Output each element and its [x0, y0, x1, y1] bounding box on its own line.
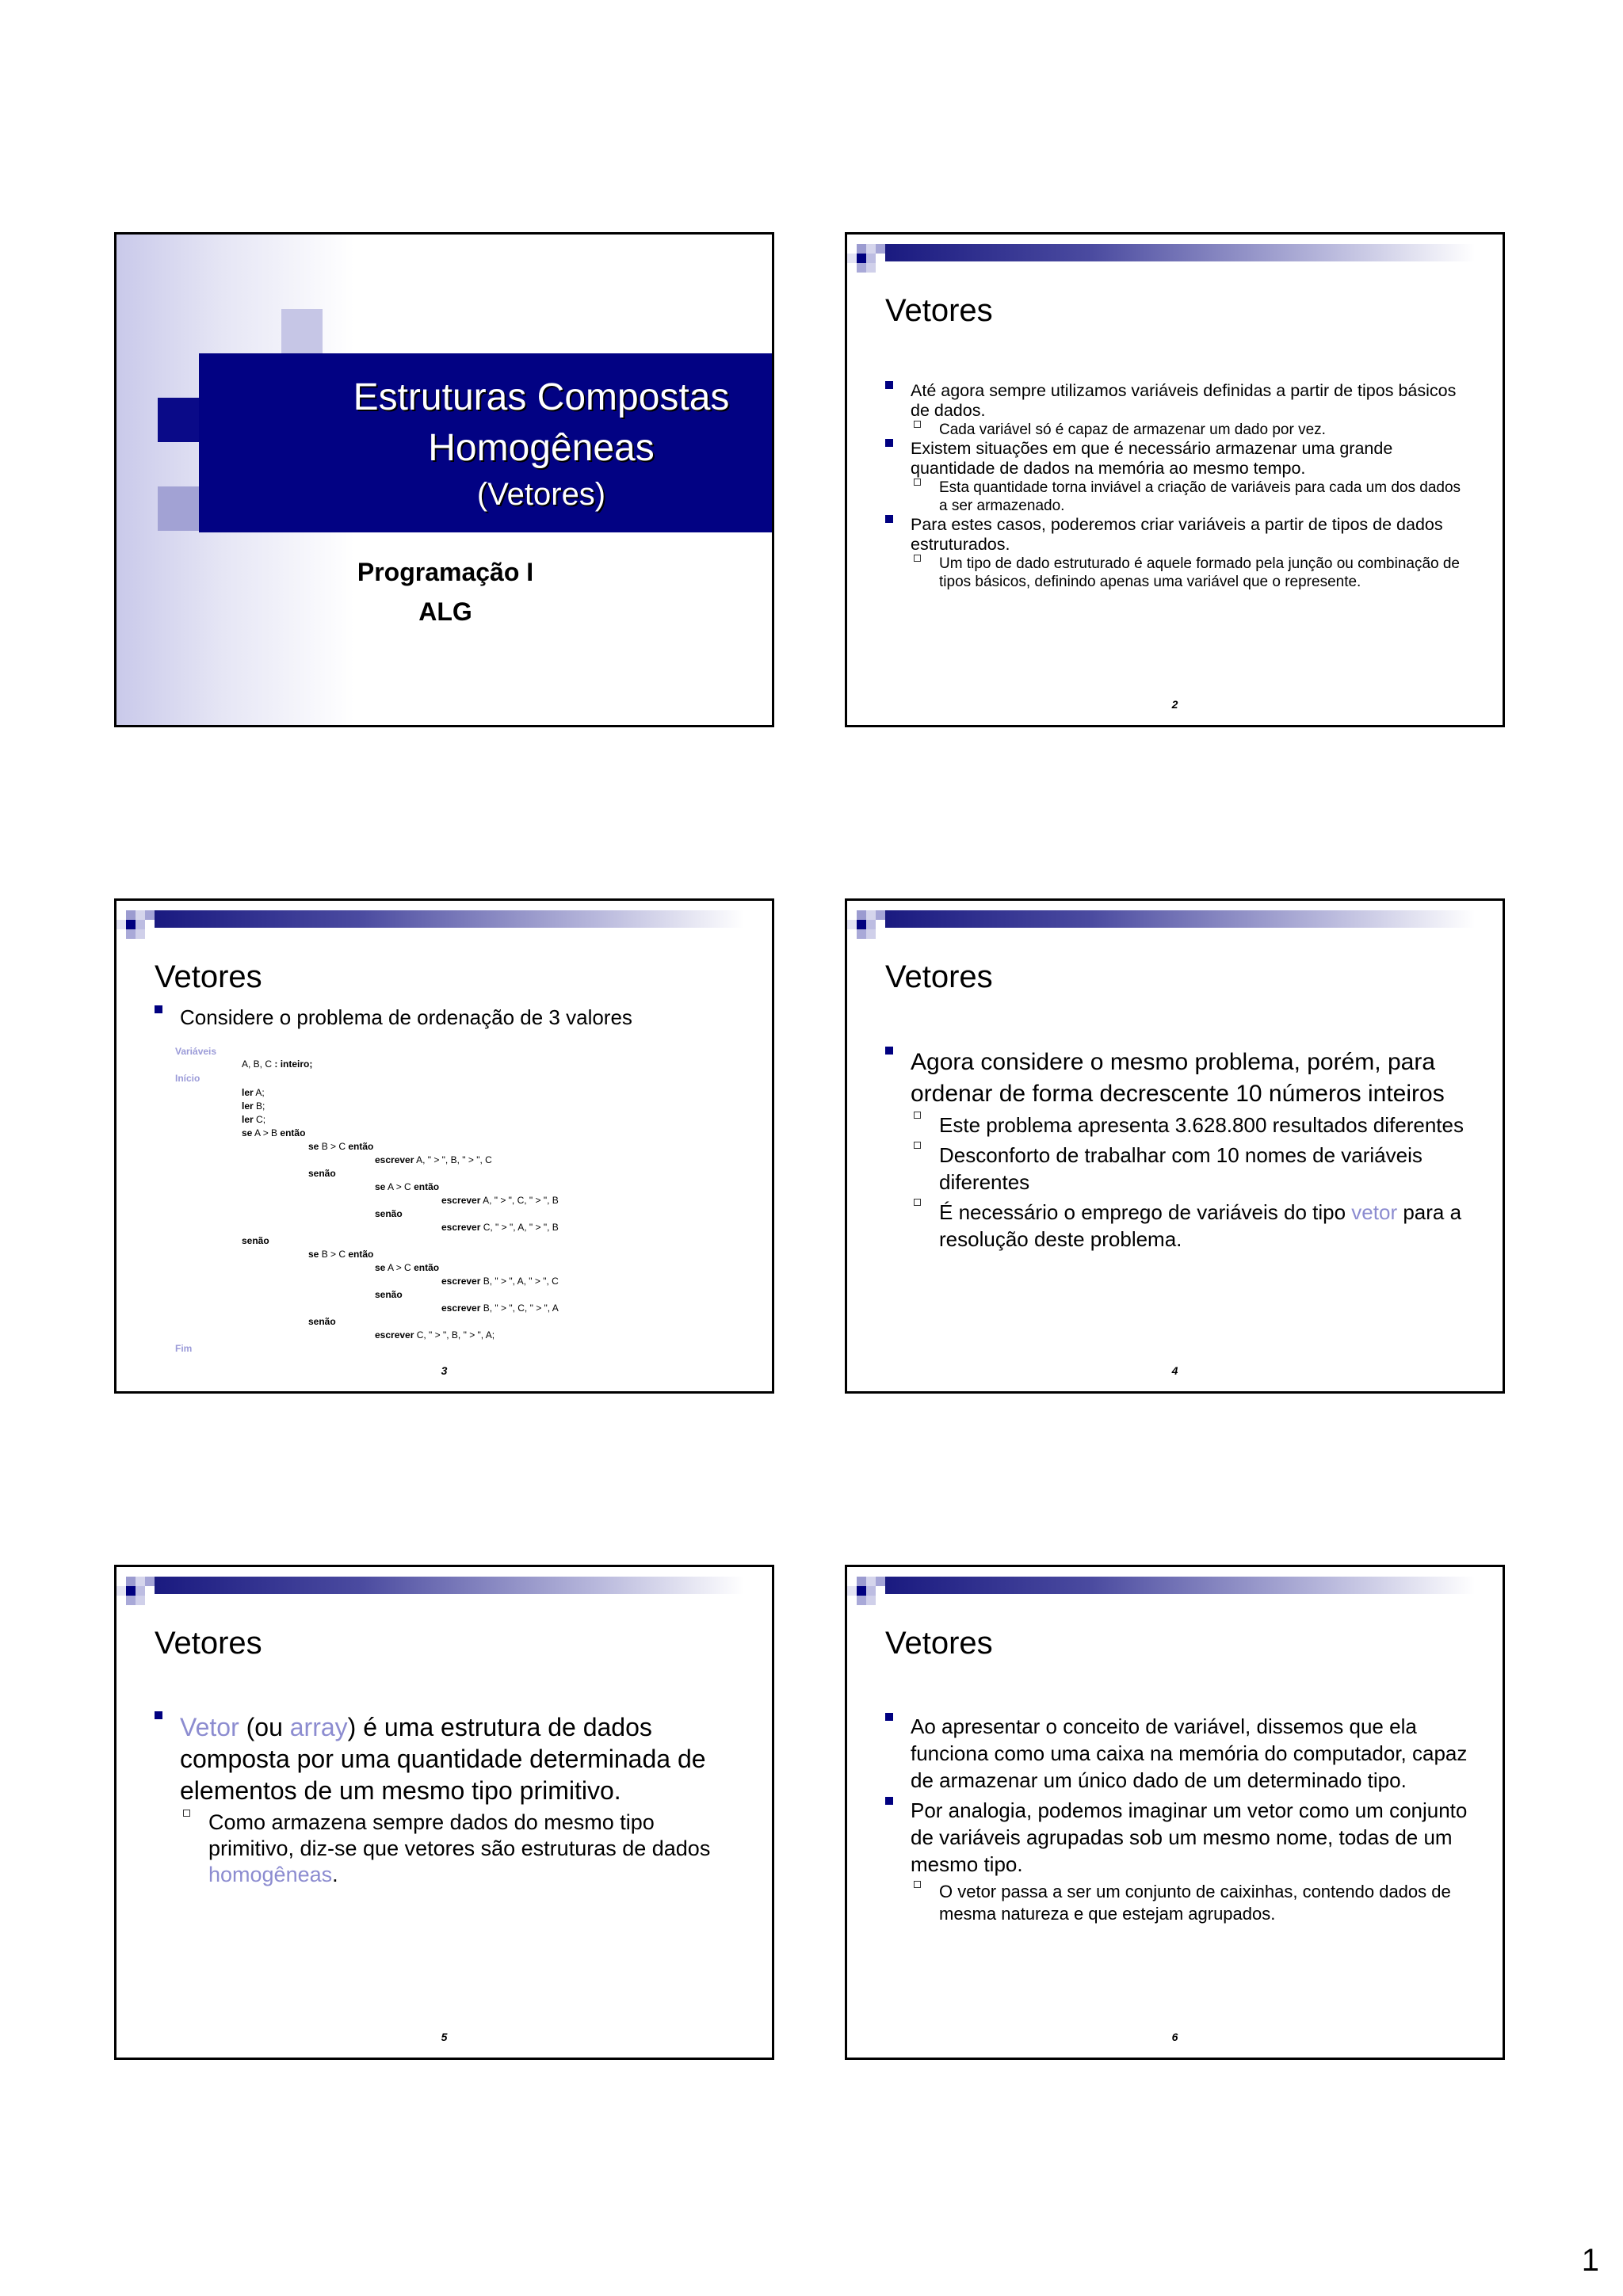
handout-page-number: 1 — [1581, 2243, 1599, 2278]
slide-1 — [114, 232, 774, 727]
subtitle-course: Programação I — [357, 558, 534, 586]
sub-bullet-item — [914, 1881, 1472, 1925]
bullet-text: Até agora sempre utilizamos variáveis definidas a partir de tipos básicos de dados. — [911, 381, 1457, 420]
code-line: se B > C então — [308, 1249, 374, 1260]
slide-page-number: 6 — [1171, 2031, 1178, 2043]
slide-title-line1: Estruturas Compostas — [353, 376, 730, 418]
slide-header-decoration — [116, 1567, 772, 1615]
bullet-text: ) é uma estrutura de dados composta por uma quantidade determinada de elementos de um mesmo tipo primitivo. — [180, 1713, 706, 1805]
bullet-list — [155, 1005, 757, 1029]
code-line: ler C; — [242, 1114, 266, 1125]
bullet-text: Cada variável só é capaz de armazenar um dado por vez. — [939, 421, 1326, 438]
slide-header-decoration — [847, 1567, 1503, 1615]
code-line: se B > C então — [308, 1141, 374, 1152]
code-label-variaveis: Variáveis — [175, 1046, 217, 1057]
highlight-term: Vetor — [180, 1713, 239, 1741]
code-line: senão — [308, 1168, 336, 1179]
sub-bullet-item — [914, 1199, 1464, 1253]
code-line: senão — [308, 1316, 336, 1327]
bullet-text: (ou — [239, 1713, 290, 1741]
code-line: escrever B, " > ", A, " > ", C — [441, 1276, 559, 1287]
slide-title: Vetores — [885, 293, 993, 328]
bullet-text: Desconforto de trabalhar com 10 nomes de variáveis diferentes — [939, 1143, 1423, 1194]
code-label-fim: Fim — [175, 1343, 193, 1354]
bullet-list — [155, 1711, 741, 1888]
slide-page-number: 2 — [1171, 698, 1178, 711]
code-line: senão — [242, 1235, 269, 1246]
slide-header-decoration — [847, 901, 1503, 948]
slide-header-decoration — [116, 901, 772, 948]
slide-5 — [114, 1565, 774, 2060]
bullet-text: Considere o problema de ordenação de 3 valores — [180, 1005, 632, 1029]
sub-bullet-item — [914, 1142, 1464, 1196]
bullet-item — [885, 1713, 1472, 1794]
code-line: escrever C, " > ", A, " > ", B — [441, 1222, 559, 1233]
code-label-inicio: Início — [175, 1073, 200, 1084]
bullet-list — [885, 381, 1472, 591]
bullet-item — [885, 1047, 1464, 1110]
code-line: senão — [375, 1289, 403, 1300]
slide-2 — [845, 232, 1505, 727]
code-line: escrever A, " > ", C, " > ", B — [441, 1195, 559, 1206]
bullet-item — [885, 381, 1472, 421]
highlight-term: array — [289, 1713, 348, 1741]
bullet-list — [885, 1713, 1472, 1925]
slide-title-line3: (Vetores) — [476, 477, 606, 512]
bullet-text: O vetor passa a ser um conjunto de caixinhas, contendo dados de mesma natureza e que estejam agrupados. — [939, 1882, 1451, 1924]
slide-page-number: 4 — [1171, 1364, 1178, 1377]
slide-3 — [114, 898, 774, 1394]
code-line: ler B; — [242, 1100, 265, 1112]
bullet-text: Esta quantidade torna inviável a criação de variáveis para cada um dos dados a ser armazenado. — [939, 479, 1461, 514]
code-line: escrever C, " > ", B, " > ", A; — [375, 1329, 495, 1341]
code-line: se A > C então — [375, 1181, 440, 1192]
bullet-text: Para estes casos, poderemos criar variáveis a partir de tipos de dados estruturados. — [911, 515, 1443, 554]
slide-4 — [845, 898, 1505, 1394]
code-line: escrever A, " > ", B, " > ", C — [375, 1154, 492, 1165]
slide-title-line2: Homogêneas — [428, 427, 655, 469]
bullet-text: Por analogia, podemos imaginar um vetor como um conjunto de variáveis agrupadas sob um mesmo nome, todas de um mesmo tipo. — [911, 1798, 1468, 1876]
sub-bullet-item — [914, 555, 1472, 591]
code-line: se A > B então — [242, 1127, 306, 1138]
decor-square — [281, 309, 323, 353]
code-line: se A > C então — [375, 1262, 440, 1273]
code-line: escrever B, " > ", C, " > ", A — [441, 1302, 559, 1314]
slide-header-decoration — [847, 235, 1503, 282]
bullet-text: É necessário o emprego de variáveis do tipo — [939, 1200, 1352, 1224]
bullet-item — [155, 1005, 757, 1029]
sub-bullet-item — [914, 421, 1472, 439]
bullet-item — [885, 515, 1472, 555]
bullet-text: Agora considere o mesmo problema, porém, para ordenar de forma decrescente 10 números inteiros — [911, 1049, 1445, 1107]
bullet-list — [885, 1047, 1464, 1253]
slide-title: Vetores — [155, 1626, 262, 1661]
sub-bullet-item — [914, 1112, 1464, 1138]
slide-page-number: 5 — [441, 2031, 448, 2043]
slide-title: Vetores — [885, 959, 993, 994]
bullet-item — [885, 1797, 1472, 1878]
highlight-term: homogêneas — [208, 1863, 333, 1886]
code-line: senão — [375, 1208, 403, 1219]
slide-title: Vetores — [155, 959, 262, 994]
bullet-item — [885, 439, 1472, 479]
bullet-text: Como armazena sempre dados do mesmo tipo primitivo, diz-se que vetores são estruturas de dados — [208, 1810, 711, 1860]
bullet-item — [155, 1711, 741, 1806]
bullet-text: Um tipo de dado estruturado é aquele formado pela junção ou combinação de tipos básicos, definindo apenas uma variável que o represente. — [939, 555, 1460, 590]
bullet-text: . — [332, 1863, 338, 1886]
slide-6 — [845, 1565, 1505, 2060]
slide-title: Vetores — [885, 1626, 993, 1661]
bullet-text: Existem situações em que é necessário armazenar uma grande quantidade de dados na memória ao mesmo tempo. — [911, 439, 1393, 478]
decor-square — [158, 398, 199, 442]
slide-page-number: 3 — [441, 1364, 448, 1377]
subtitle-code: ALG — [418, 597, 472, 626]
bullet-text: Ao apresentar o conceito de variável, dissemos que ela funciona como uma caixa na memória do computador, capaz de armazenar um único dado de um determinado tipo. — [911, 1714, 1468, 1792]
bullet-text: Este problema apresenta 3.628.800 resultados diferentes — [939, 1113, 1464, 1137]
highlight-term: vetor — [1351, 1200, 1398, 1224]
sub-bullet-item — [914, 479, 1472, 515]
sub-bullet-item — [183, 1810, 741, 1888]
code-line: ler A; — [242, 1087, 265, 1098]
code-line: A, B, C : inteiro; — [242, 1058, 313, 1070]
bullet-text: para a resolução deste problema. — [939, 1200, 1462, 1251]
decor-square — [158, 486, 199, 531]
